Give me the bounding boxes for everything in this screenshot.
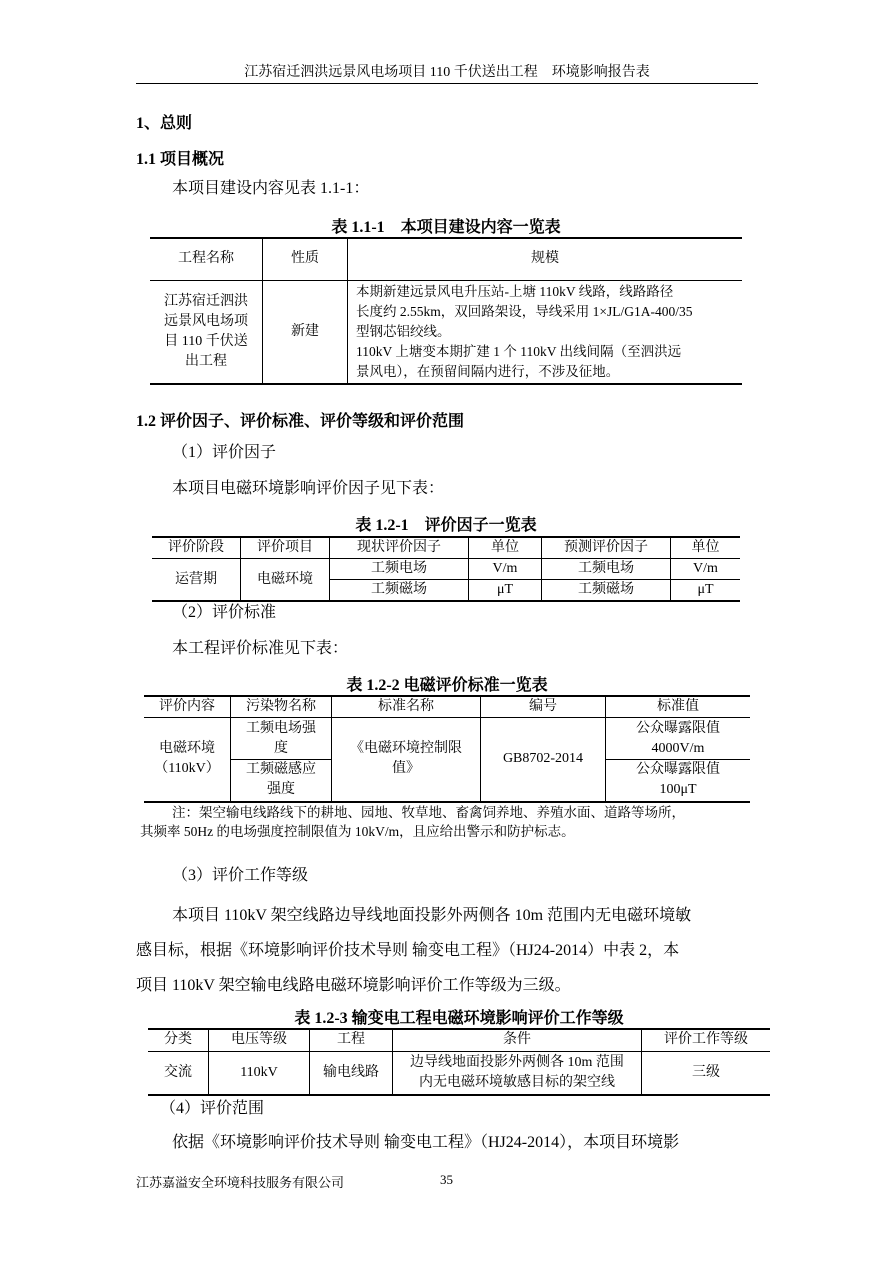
factor-paragraph: 本项目电磁环境影响评价因子见下表： (172, 480, 445, 497)
table3-content (144, 718, 231, 802)
table4-grade: 三级 (642, 1051, 771, 1095)
footer-page-number: 35 (440, 1172, 453, 1187)
table1-name-line: 目 110 千伏送 (164, 333, 248, 349)
table3-header: 标准值 (606, 696, 751, 718)
table3-value-line: 100μT (659, 782, 697, 798)
table-evaluation-factors (152, 536, 740, 602)
table3-standard-name (332, 718, 481, 802)
table1-scale-line: 110kV 上塘变本期扩建 1 个 110kV 出线间隔（至泗洪远 (356, 343, 682, 359)
table1-header-nature: 性质 (263, 238, 348, 280)
table4-condition-line: 内无电磁环境敏感目标的架空线 (419, 1074, 615, 1090)
table3-pollutant-line: 强度 (267, 782, 295, 798)
table-project-content (150, 237, 742, 385)
table2-header: 评价阶段 (152, 537, 241, 559)
table2-cell: V/m (469, 559, 542, 580)
table2-item: 电磁环境 (241, 559, 330, 602)
section-heading-1-1: 1.1 项目概况 (136, 151, 225, 168)
table1-caption: 表 1.1-1 本项目建设内容一览表 (331, 219, 561, 236)
table2-cell: 工频磁场 (330, 580, 469, 602)
table1-name-line: 江苏宿迁泗洪 (164, 293, 248, 309)
section-heading-1-2: 1.2 评价因子、评价标准、评价等级和评价范围 (136, 413, 465, 430)
table3-header: 标准名称 (332, 696, 481, 718)
table2-header: 预测评价因子 (542, 537, 671, 559)
table3-value-magnetic (606, 760, 751, 802)
table-em-standards (144, 695, 750, 803)
table4-header: 条件 (393, 1029, 642, 1051)
level-line: 项目 110kV 架空输电线路电磁环境影响评价工作等级为三级。 (136, 977, 571, 994)
table4-caption: 表 1.2-3 输变电工程电磁环境影响评价工作等级 (294, 1010, 624, 1027)
note-line: 注：架空输电线路线下的耕地、园地、牧草地、畜禽饲养地、养殖水面、道路等场所， (172, 805, 685, 820)
subheading-factor: （1）评价因子 (172, 444, 277, 461)
footer-company: 江苏嘉溢安全环境科技服务有限公司 (136, 1175, 345, 1190)
table3-pollutant-magnetic (231, 760, 332, 802)
standard-paragraph: 本工程评价标准见下表： (172, 640, 349, 657)
table3-std-line: 《电磁环境控制限 (350, 741, 462, 757)
table3-header: 污染物名称 (231, 696, 332, 718)
level-paragraph (136, 898, 758, 1003)
table3-value-line: 4000V/m (651, 740, 705, 756)
table4-condition-line: 边导线地面投影外两侧各 10m 范围 (410, 1054, 624, 1070)
level-line: 本项目 110kV 架空线路边导线地面投影外两侧各 10m 范围内无电磁环境敏 (172, 907, 692, 924)
table-evaluation-grade (148, 1028, 770, 1096)
table4-header: 电压等级 (209, 1029, 310, 1051)
table1-scale-line: 本期新建远景风电升压站-上塘 110kV 线路，线路路径 (356, 283, 674, 299)
table2-header: 现状评价因子 (330, 537, 469, 559)
note-line: 其频率 50Hz 的电场强度控制限值为 10kV/m，且应给出警示和防护标志。 (140, 824, 575, 839)
table2-caption: 表 1.2-1 评价因子一览表 (355, 517, 537, 534)
table3-note (140, 803, 760, 841)
table3-value-line: 公众曝露限值 (636, 720, 720, 736)
table1-cell-nature: 新建 (263, 280, 348, 384)
table4-header: 分类 (148, 1029, 209, 1051)
table4-cell: 输电线路 (310, 1051, 393, 1095)
level-line: 感目标，根据《环境影响评价技术导则 输变电工程》（HJ24-2014）中表 2，本 (136, 942, 680, 959)
table1-scale-line: 长度约 2.55km，双回路架设，导线采用 1×JL/G1A-400/35 (356, 303, 693, 319)
table1-scale-line: 景风电），在预留间隔内进行，不涉及征地。 (356, 363, 620, 379)
table3-std-line: 值》 (392, 761, 420, 777)
table3-header: 编号 (481, 696, 606, 718)
table2-cell: 工频电场 (330, 559, 469, 580)
table3-pollutant-line: 工频磁感应 (246, 762, 316, 778)
table1-name-line: 远景风电场项 (164, 313, 248, 329)
subheading-standard: （2）评价标准 (172, 604, 277, 621)
table2-cell: μT (469, 580, 542, 602)
table1-scale-line: 型钢芯铝绞线。 (356, 323, 451, 339)
table2-cell: V/m (671, 559, 741, 580)
table2-stage: 运营期 (152, 559, 241, 602)
table3-caption: 表 1.2-2 电磁评价标准一览表 (346, 677, 548, 694)
table4-condition (393, 1051, 642, 1095)
table3-value-line: 公众曝露限值 (636, 762, 720, 778)
table3-content-line: 电磁环境 (159, 741, 215, 757)
table2-cell: 工频电场 (542, 559, 671, 580)
intro-paragraph: 本项目建设内容见表 1.1-1： (172, 180, 370, 197)
table4-cell: 110kV (209, 1051, 310, 1095)
table4-cell: 交流 (164, 1064, 192, 1080)
table1-header-scale: 规模 (348, 238, 743, 280)
table1-name-line: 出工程 (185, 353, 227, 369)
subheading-level: （3）评价工作等级 (172, 867, 309, 884)
table3-pollutant-field (231, 718, 332, 760)
section-heading-1: 1、总则 (136, 115, 193, 132)
table3-pollutant-line: 度 (274, 740, 288, 756)
table2-cell: 工频磁场 (542, 580, 671, 602)
table3-value-field (606, 718, 751, 760)
table2-cell: μT (671, 580, 741, 602)
table3-content-line: （110kV） (154, 761, 220, 777)
table3-pollutant-line: 工频电场强 (246, 720, 316, 736)
range-paragraph: 依据《环境影响评价技术导则 输变电工程》（HJ24-2014），本项目环境影 (172, 1134, 680, 1151)
table1-cell-scale (348, 280, 743, 384)
table3-header: 评价内容 (144, 696, 231, 718)
page-header: 江苏宿迁泗洪远景风电场项目 110 千伏送出工程 环境影响报告表 (136, 64, 758, 84)
table3-code: GB8702-2014 (481, 718, 606, 802)
table1-cell-name (150, 280, 263, 384)
table1-header-name: 工程名称 (150, 238, 263, 280)
subheading-range: （4）评价范围 (160, 1100, 265, 1117)
table2-header: 评价项目 (241, 537, 330, 559)
table2-header: 单位 (469, 537, 542, 559)
table2-header: 单位 (671, 537, 741, 559)
table4-header: 评价工作等级 (642, 1029, 771, 1051)
table4-header: 工程 (310, 1029, 393, 1051)
